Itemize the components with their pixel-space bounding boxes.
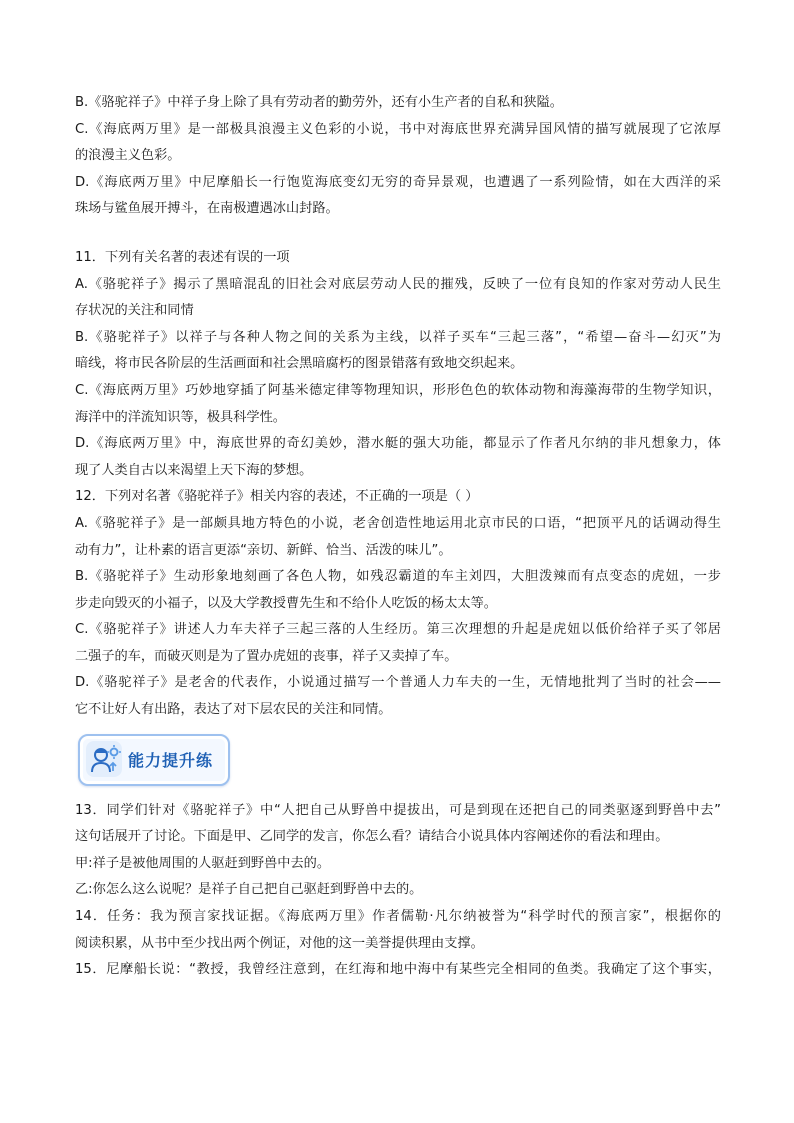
- option-line: D.《海底两万里》中，海底世界的奇幻美妙，潜水艇的强大功能，都显示了作者凡尔纳的非凡想象力，体: [75, 436, 721, 452]
- worker-gear-icon: [86, 741, 122, 777]
- question-stem: 15．尼摩船长说：“教授，我曾经注意到，在红海和地中海中有某些完全相同的鱼类。我确定了这个事实，: [75, 962, 721, 978]
- option-line: 存状况的关注和同情: [75, 303, 194, 319]
- option-line: 现了人类自古以来渴望上天下海的梦想。: [75, 462, 313, 478]
- question-text: 乙:你怎么这么说呢？是祥子自己把自己驱赶到野兽中去的。: [75, 882, 423, 898]
- option-line: 珠场与鲨鱼展开搏斗，在南极遭遇冰山封路。: [75, 201, 339, 217]
- option-line: 它不让好人有出路，表达了对下层农民的关注和同情。: [75, 702, 392, 718]
- option-line: 步走向毁灭的小福子，以及大学教授曹先生和不给仆人吃饭的杨太太等。: [75, 595, 497, 611]
- question-stem: 11．下列有关名著的表述有误的一项: [75, 249, 290, 265]
- option-line: 二强子的车，而破灭则是为了置办虎妞的丧事，祥子又卖掉了车。: [75, 648, 458, 664]
- option-line: A.《骆驼祥子》揭示了黑暗混乱的旧社会对底层劳动人民的摧残，反映了一位有良知的作家对劳动人民生: [75, 276, 721, 292]
- option-line: B.《骆驼祥子》中祥子身上除了具有劳动者的勤劳外，还有小生产者的自私和狭隘。: [75, 95, 563, 110]
- option-line: 暗线，将市民各阶层的生活画面和社会黑暗腐朽的图景错落有致地交织起来。: [75, 356, 524, 372]
- question-stem: 13．同学们针对《骆驼祥子》中“人把自己从野兽中提拔出，可是到现在还把自己的同类驱逐到野兽中去”: [75, 802, 721, 818]
- option-line: 动有力”，让朴素的语言更添“亲切、新鲜、恰当、活泼的味儿”。: [75, 542, 452, 558]
- option-line: C.《骆驼祥子》讲述人力车夫祥子三起三落的人生经历。第三次理想的升起是虎妞以低价给祥子买了邻居: [75, 622, 721, 638]
- question-12: [75, 484, 721, 723]
- question-text: 甲:祥子是被他周围的人驱赶到野兽中去的。: [75, 855, 331, 871]
- option-line: 海洋中的洋流知识等，极具科学性。: [75, 409, 286, 425]
- question-11: [75, 245, 721, 484]
- section-banner: [78, 734, 230, 786]
- option-line: A.《骆驼祥子》是一部颇具地方特色的小说，老舍创造性地运用北京市民的口语，“把顶平凡的话调动得生: [75, 515, 721, 531]
- questions-13-15: [75, 798, 721, 984]
- banner-title: 能力提升练: [128, 750, 214, 770]
- question-text: 阅读积累，从书中至少找出两个例证，对他的这一美誉提供理由支撑。: [75, 935, 484, 951]
- option-line: D.《海底两万里》中尼摩船长一行饱览海底变幻无穷的奇异景观，也遭遇了一系列险情，如在大西洋的采: [75, 174, 721, 190]
- option-line: C.《海底两万里》巧妙地穿插了阿基米德定律等物理知识，形形色色的软体动物和海藻海带的生物学知识，: [75, 382, 721, 398]
- option-line: B.《骆驼祥子》生动形象地刻画了各色人物，如残忍霸道的车主刘四，大胆泼辣而有点变态的虎妞，一步: [75, 569, 721, 585]
- question-text: 这句话展开了讨论。下面是甲、乙同学的发言，你怎么看？请结合小说具体内容阐述你的看法和理由。: [75, 829, 669, 845]
- option-line: 的浪漫主义色彩。: [75, 148, 181, 164]
- question-stem: 12．下列对名著《骆驼祥子》相关内容的表述，不正确的一项是（ ）: [75, 489, 479, 505]
- question-stem: 14．任务：我为预言家找证据。《海底两万里》作者儒勒·凡尔纳被誉为“科学时代的预言家”，根据你的: [75, 909, 721, 925]
- option-line: C.《海底两万里》是一部极具浪漫主义色彩的小说，书中对海底世界充满异国风情的描写就展现了它浓厚: [75, 121, 721, 137]
- page-content: [75, 90, 721, 984]
- option-line: B.《骆驼祥子》以祥子与各种人物之间的关系为主线，以祥子买车“三起三落”，“希望—奋斗—幻灭”为: [75, 329, 721, 345]
- option-line: D.《骆驼祥子》是老舍的代表作，小说通过描写一个普通人力车夫的一生，无情地批判了当时的社会——: [75, 675, 721, 691]
- options-continued: [75, 90, 721, 223]
